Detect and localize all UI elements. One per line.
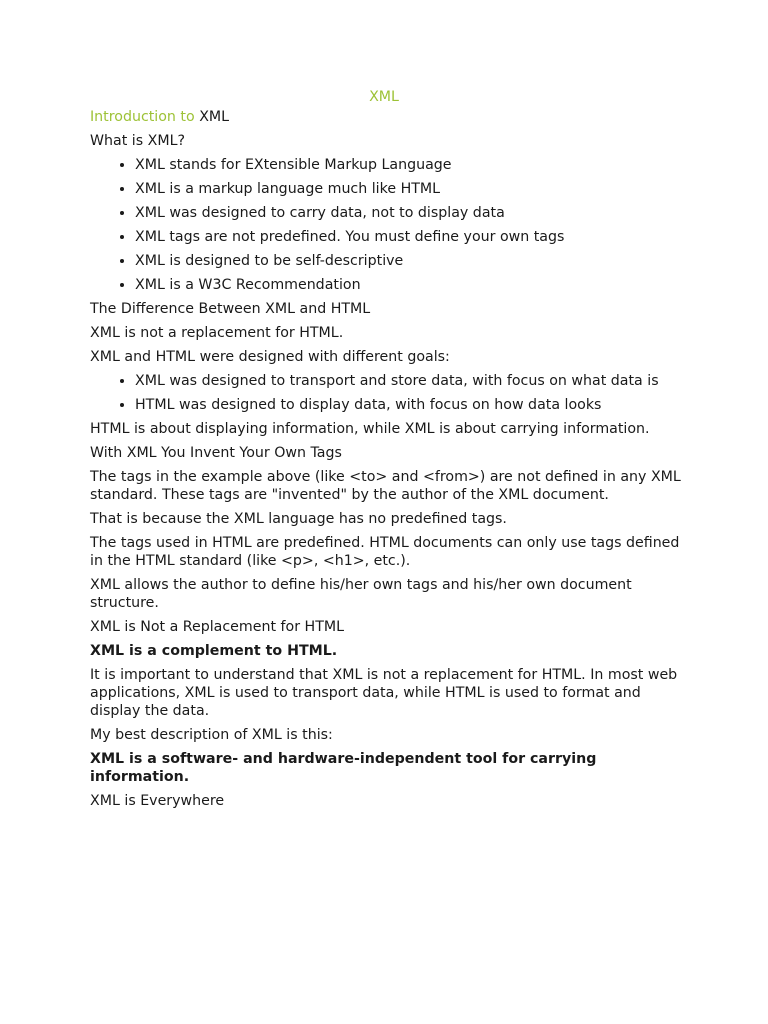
what-list xyxy=(90,156,690,294)
goals-intro: XML and HTML were designed with different goals: xyxy=(90,349,450,365)
about-paragraph: HTML is about displaying information, while XML is about carrying information. xyxy=(90,421,650,437)
list-item: • XML stands for EXtensible Markup Language xyxy=(135,156,690,174)
list-item: • XML is a markup language much like HTML xyxy=(135,180,690,198)
what-heading: What is XML? xyxy=(90,133,186,149)
difference-heading: The Difference Between XML and HTML xyxy=(90,301,371,317)
list-item: • XML tags are not predefined. You must define your own tags xyxy=(135,228,690,246)
no-predefined-text: That is because the XML language has no predefined tags. xyxy=(90,511,507,527)
author-define-paragraph: XML allows the author to define his/her own tags and his/her own document structure. xyxy=(90,577,632,611)
invent-paragraph: The tags in the example above (like <to> and <from>) are not defined in any XML standard. These tags are "invented" by the author of the XML document. xyxy=(90,469,681,503)
goals-list xyxy=(90,372,690,414)
not-replacement-text: XML is not a replacement for HTML. xyxy=(90,325,344,341)
document-title: XML xyxy=(369,89,399,105)
not-replacement-heading: XML is Not a Replacement for HTML xyxy=(90,619,345,635)
list-item: • HTML was designed to display data, with focus on how data looks xyxy=(135,396,690,414)
best-description-text: My best description of XML is this: xyxy=(90,727,333,743)
complement-text: XML is a complement to HTML. xyxy=(90,643,338,659)
list-item: • XML was designed to transport and store data, with focus on what data is xyxy=(135,372,690,390)
important-paragraph: It is important to understand that XML is not a replacement for HTML. In most web applications, XML is used to transport data, while HTML is used to format and display the data. xyxy=(90,667,678,719)
everywhere-heading: XML is Everywhere xyxy=(90,793,225,809)
html-predefined-paragraph: The tags used in HTML are predefined. HTML documents can only use tags defined in the HTML standard (like <p>, <h1>, etc.). xyxy=(90,535,680,569)
list-item: • XML was designed to carry data, not to display data xyxy=(135,204,690,222)
list-item: • XML is a W3C Recommendation xyxy=(135,276,690,294)
intro-heading xyxy=(90,108,690,126)
invent-heading: With XML You Invent Your Own Tags xyxy=(90,445,342,461)
tool-description-text: XML is a software- and hardware-independent tool for carrying information. xyxy=(90,751,597,785)
intro-topic: XML xyxy=(199,109,230,125)
list-item: • XML is designed to be self-descriptive xyxy=(135,252,690,270)
document-page xyxy=(90,88,690,816)
intro-prefix: Introduction to xyxy=(90,109,200,125)
